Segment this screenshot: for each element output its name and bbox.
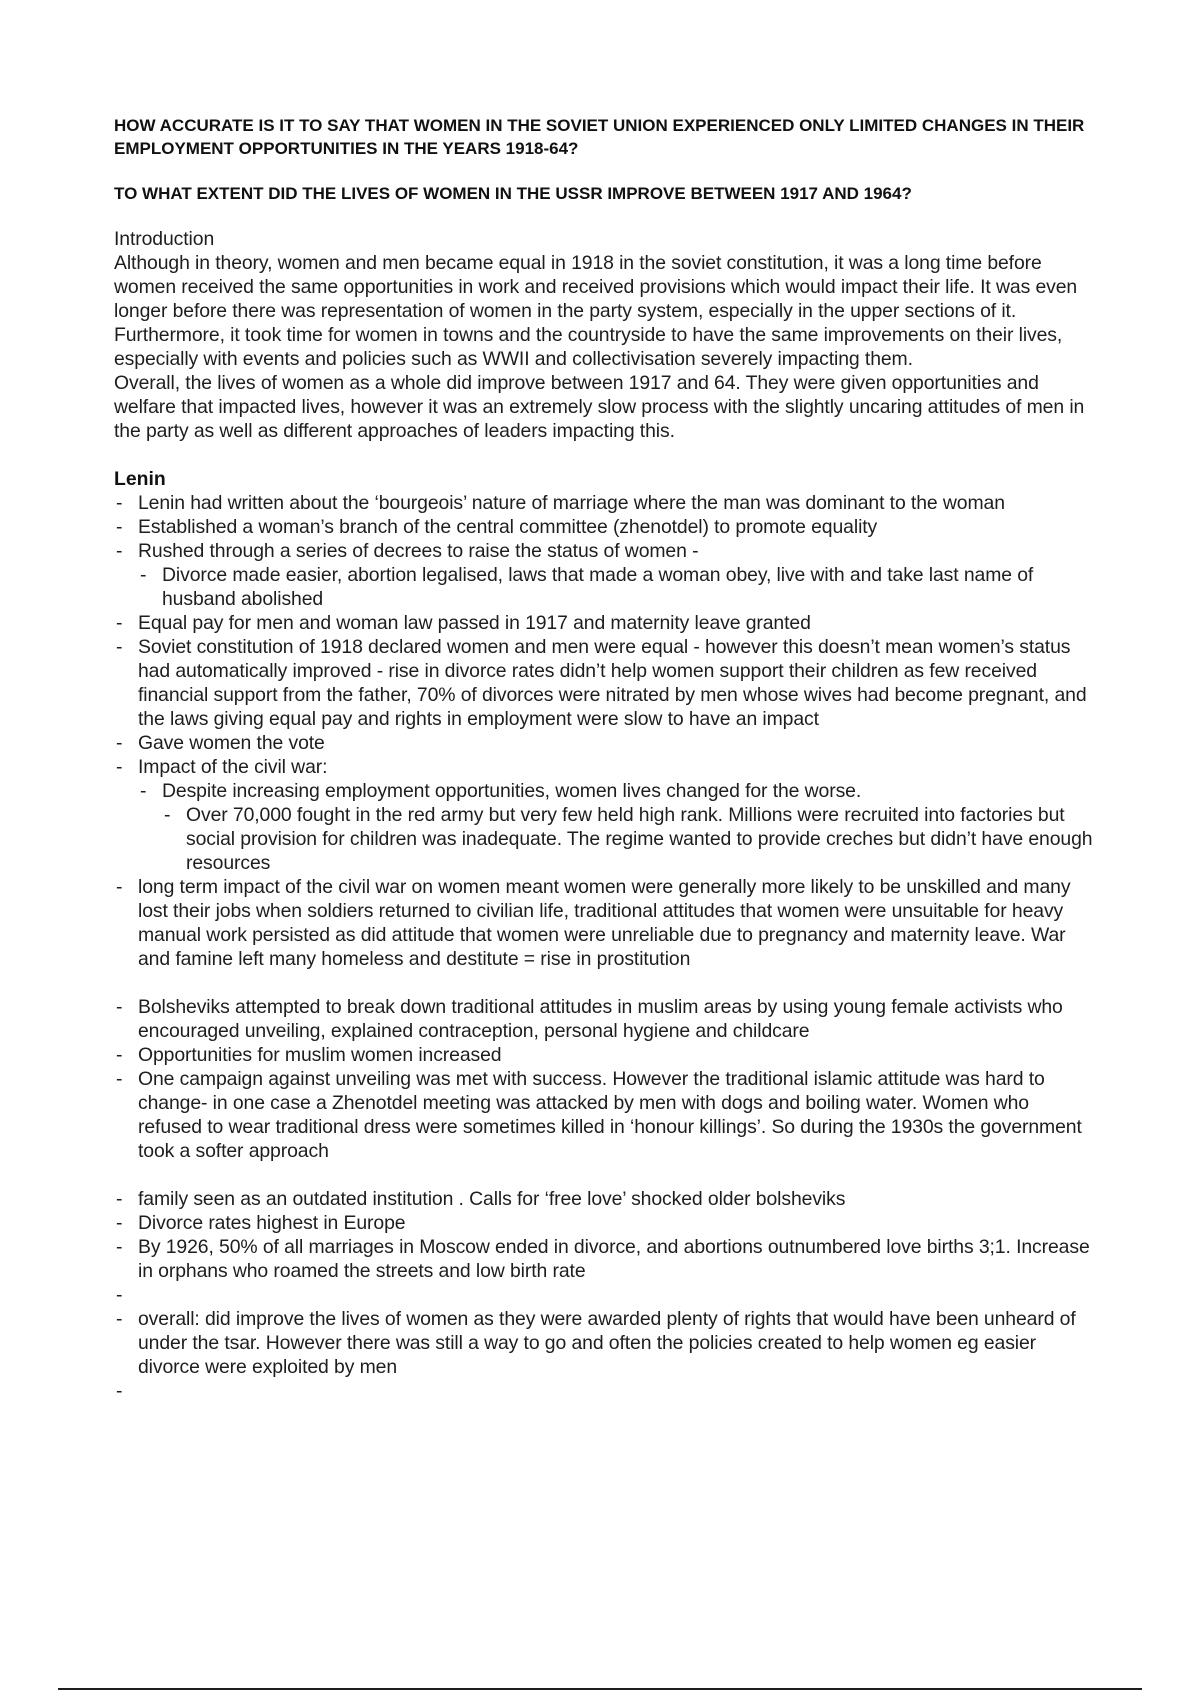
list-item: - Impact of the civil war: [114, 755, 1096, 779]
list-item: - Lenin had written about the ‘bourgeois’ nature of marriage where the man was dominant to the woman [114, 491, 1096, 515]
list-item: - overall: did improve the lives of women as they were awarded plenty of rights that would have been unheard of under the tsar. However there was still a way to go and often the policies created to help women eg easier divorce were exploited by men [114, 1307, 1096, 1379]
introduction-paragraph-2: Overall, the lives of women as a whole did improve between 1917 and 64. They were given opportunities and welfare that impacted lives, however it was an extremely slow process with the slightly uncaring attitudes of men in the party as well as different approaches of leaders impacting this. [114, 372, 1085, 442]
list-item: - Divorce made easier, abortion legalised, laws that made a woman obey, live with and take last name of husband abolished [138, 563, 1096, 611]
section-title-lenin: Lenin [114, 468, 166, 490]
list-item: - Bolsheviks attempted to break down traditional attitudes in muslim areas by using young female activists who encouraged unveiling, explained contraception, personal hygiene and childcare [114, 995, 1096, 1043]
introduction-paragraph-1: Although in theory, women and men became equal in 1918 in the soviet constitution, it was a long time before women received the same opportunities in work and received provisions which would impact their life. It was even longer before there was representation of women in the party system, especially in the upper sections of it. Furthermore, it took time for women in towns and the countryside to have the same improvements on their lives, especially with events and policies such as WWII and collectivisation severely impacting them. [114, 252, 1078, 370]
list-item: - Divorce rates highest in Europe [114, 1211, 1096, 1235]
list-item: - Over 70,000 fought in the red army but very few held high rank. Millions were recruited into factories but social provision for children was inadequate. The regime wanted to provide creches but didn’t have enough resources [162, 803, 1096, 875]
essay-question-2: TO WHAT EXTENT DID THE LIVES OF WOMEN IN THE USSR IMPROVE BETWEEN 1917 AND 1964? [114, 184, 912, 203]
list-item: - long term impact of the civil war on women meant women were generally more likely to be unskilled and many lost their jobs when soldiers returned to civilian life, traditional attitudes that women were unsuitable for heavy manual work persisted as did attitude that women were unreliable due to pregnancy and maternity leave. War and famine left many homeless and destitute = rise in prostitution [114, 875, 1096, 971]
list-item: - Equal pay for men and woman law passed in 1917 and maternity leave granted [114, 611, 1096, 635]
list-item: - Rushed through a series of decrees to raise the status of women - [114, 539, 1096, 563]
lenin-bullet-list [114, 491, 1096, 1403]
list-item: - family seen as an outdated institution . Calls for ‘free love’ shocked older bolsheviks [114, 1187, 1096, 1211]
list-item: - Gave women the vote [114, 731, 1096, 755]
list-item: - One campaign against unveiling was met with success. However the traditional islamic attitude was hard to change- in one case a Zhenotdel meeting was attacked by men with dogs and boiling water. Women who refused to wear traditional dress were sometimes killed in ‘honour killings’. So during the 1930s the government took a softer approach [114, 1067, 1096, 1163]
list-item: - By 1926, 50% of all marriages in Moscow ended in divorce, and abortions outnumbered love births 3;1. Increase in orphans who roamed the streets and low birth rate [114, 1235, 1096, 1283]
essay-question-1: HOW ACCURATE IS IT TO SAY THAT WOMEN IN THE SOVIET UNION EXPERIENCED ONLY LIMITED CHANGES IN THEIR EMPLOYMENT OPPORTUNITIES IN THE YEARS 1918-64? [114, 116, 1085, 158]
introduction-label: Introduction [114, 228, 215, 250]
list-item: - Soviet constitution of 1918 declared women and men were equal - however this doesn’t mean women’s status had automatically improved - rise in divorce rates didn’t help women support their children as few received financial support from the father, 70% of divorces were nitrated by men whose wives had become pregnant, and the laws giving equal pay and rights in employment were slow to have an impact [114, 635, 1096, 731]
list-item-empty [114, 1283, 1096, 1307]
document-page [114, 114, 1096, 1403]
footer-divider [58, 1688, 1142, 1690]
list-item: - Opportunities for muslim women increased [114, 1043, 1096, 1067]
list-item-empty [114, 1379, 1096, 1403]
list-item: - Despite increasing employment opportunities, women lives changed for the worse. [138, 779, 1096, 803]
list-item: - Established a woman’s branch of the central committee (zhenotdel) to promote equality [114, 515, 1096, 539]
